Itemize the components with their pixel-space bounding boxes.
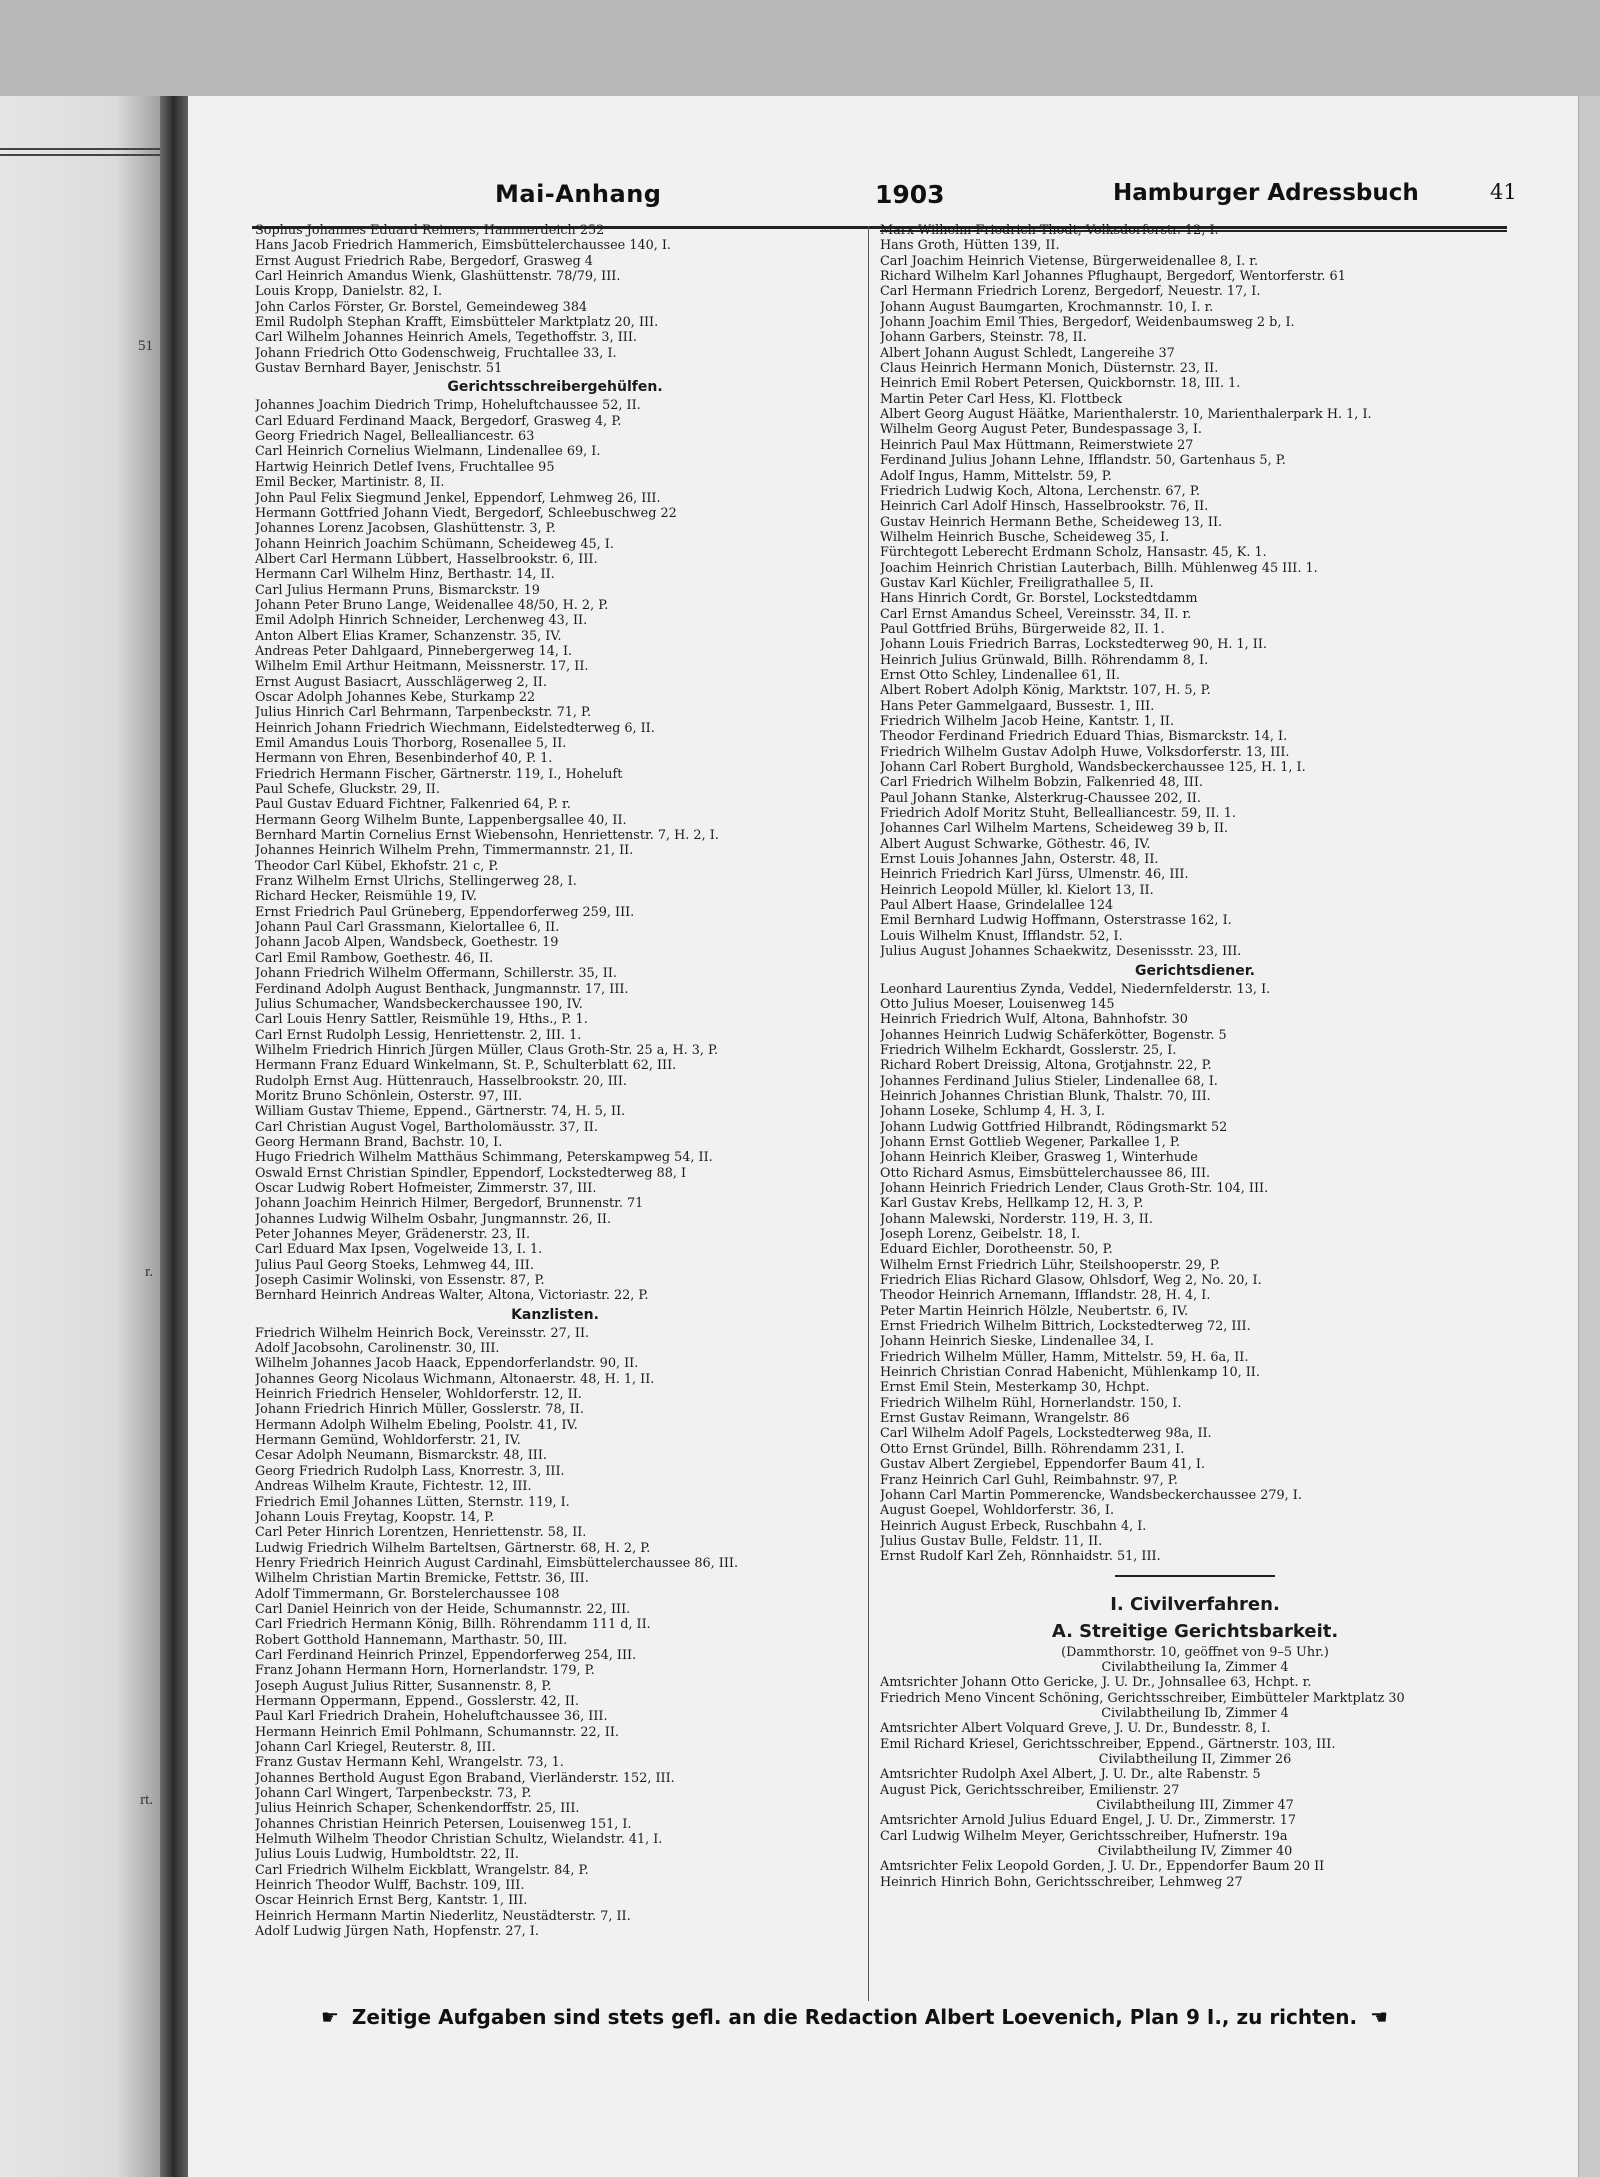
pointing-hand-icon: ☛ <box>1370 2005 1388 2029</box>
section-title-civilverfahren: I. Civilverfahren. <box>1110 1593 1280 1615</box>
directory-entry: Leonhard Laurentius Zynda, Veddel, Niedernfelderstr. 13, I. <box>880 981 1271 997</box>
directory-entry: Johann Heinrich Friedrich Lender, Claus Groth-Str. 104, III. <box>880 1180 1269 1196</box>
directory-entry: Carl Louis Henry Sattler, Reismühle 19, Hths., P. 1. <box>255 1012 588 1028</box>
directory-entry: Albert Johann August Schledt, Langereihe 37 <box>880 345 1175 361</box>
right-column <box>880 223 1510 1890</box>
directory-entry: Friedrich Elias Richard Glasow, Ohlsdorf, Weg 2, No. 20, I. <box>880 1273 1262 1289</box>
directory-entry: Heinrich Johann Friedrich Wiechmann, Eidelstedterweg 6, II. <box>255 720 655 736</box>
header-book-title: Hamburger Adressbuch <box>1113 180 1419 206</box>
directory-entry: Heinrich Friedrich Karl Jürss, Ulmenstr. 46, III. <box>880 867 1189 883</box>
directory-entry: Carl Christian August Vogel, Bartholomäusstr. 37, II. <box>255 1119 598 1135</box>
court-division-heading: Civilabtheilung III, Zimmer 47 <box>1096 1798 1294 1813</box>
left-column <box>255 223 855 1939</box>
court-official-entry: Amtsrichter Rudolph Axel Albert, J. U. Dr., alte Rabenstr. 5 <box>880 1767 1261 1783</box>
directory-entry: Eduard Eichler, Dorotheenstr. 50, P. <box>880 1242 1113 1258</box>
directory-entry: Friedrich Wilhelm Jacob Heine, Kantstr. 1, II. <box>880 714 1175 729</box>
directory-entry: Ernst Rudolf Karl Zeh, Rönnhaidstr. 51, III. <box>880 1549 1161 1565</box>
directory-entry: Louis Wilhelm Knust, Ifflandstr. 52, I. <box>880 928 1123 944</box>
directory-entry: Moritz Bruno Schönlein, Osterstr. 97, III. <box>255 1088 523 1104</box>
directory-entry: August Goepel, Wohldorferstr. 36, I. <box>880 1503 1115 1519</box>
directory-entry: Carl Friedrich Wilhelm Bobzin, Falkenried 48, III. <box>880 775 1203 791</box>
directory-entry: Hans Hinrich Cordt, Gr. Borstel, Lockstedtdamm <box>880 591 1198 607</box>
directory-entry: Johann Louis Freytag, Koopstr. 14, P. <box>255 1509 495 1525</box>
court-division-heading: Civilabtheilung II, Zimmer 26 <box>1098 1751 1292 1767</box>
directory-entry: Louis Kropp, Danielstr. 82, I. <box>255 284 443 300</box>
directory-entry: Emil Adolph Hinrich Schneider, Lerchenweg 43, II. <box>255 613 588 629</box>
directory-entry: Gustav Bernhard Bayer, Jenischstr. 51 <box>255 361 503 377</box>
directory-entry: Emil Rudolph Stephan Krafft, Eimsbütteler Marktplatz 20, III. <box>255 315 659 331</box>
directory-entry: Adolf Ludwig Jürgen Nath, Hopfenstr. 27, I. <box>255 1924 539 1940</box>
directory-entry: Johann August Baumgarten, Krochmannstr. 10, I. r. <box>880 299 1214 315</box>
right-section-list <box>880 982 1510 1565</box>
directory-entry: Johann Paul Carl Grassmann, Kielortallee 6, II. <box>255 920 560 936</box>
directory-entry: Rudolph Ernst Aug. Hüttenrauch, Hasselbrookstr. 20, III. <box>255 1073 627 1089</box>
footer-notice <box>315 2005 1495 2035</box>
court-official-entry: Carl Ludwig Wilhelm Meyer, Gerichtsschreiber, Hufnerstr. 19a <box>880 1828 1288 1844</box>
directory-entry: Gustav Karl Küchler, Freiligrathallee 5, II. <box>880 575 1154 591</box>
directory-entry: Marx Wilhelm Friedrich Thodt, Volksdorferstr. 12, I. <box>880 223 1219 238</box>
directory-entry: Albert Robert Adolph König, Marktstr. 107, H. 5, P. <box>880 683 1211 699</box>
directory-entry: Friedrich Wilhelm Heinrich Bock, Vereinsstr. 27, II. <box>255 1325 590 1341</box>
directory-entry: Friedrich Wilhelm Rühl, Hornerlandstr. 150, I. <box>880 1395 1182 1411</box>
directory-entry: Hermann Carl Wilhelm Hinz, Berthastr. 14, II. <box>255 567 555 583</box>
directory-entry: Heinrich August Erbeck, Ruschbahn 4, I. <box>880 1518 1147 1534</box>
book-gutter <box>160 96 190 2177</box>
directory-entry: Johann Carl Wingert, Tarpenbeckstr. 73, P. <box>255 1786 532 1802</box>
directory-entry: Carl Emil Rambow, Goethestr. 46, II. <box>255 950 494 966</box>
court-official-entry: Heinrich Hinrich Bohn, Gerichtsschreiber, Lehmweg 27 <box>880 1874 1243 1890</box>
directory-entry: Johann Garbers, Steinstr. 78, II. <box>880 330 1087 346</box>
section-title-streitige-gerichtsbarkeit: A. Streitige Gerichtsbarkeit. <box>1051 1620 1339 1642</box>
directory-entry: Gustav Albert Zergiebel, Eppendorfer Baum 41, I. <box>880 1457 1206 1473</box>
directory-entry: Julius Gustav Bulle, Feldstr. 11, II. <box>880 1533 1103 1549</box>
directory-entry: Franz Heinrich Carl Guhl, Reimbahnstr. 97, P. <box>880 1472 1178 1488</box>
directory-entry: Friedrich Emil Johannes Lütten, Sternstr. 119, I. <box>255 1494 570 1510</box>
directory-entry: Fürchtegott Leberecht Erdmann Scholz, Hansastr. 45, K. 1. <box>880 545 1267 561</box>
directory-entry: Robert Gotthold Hannemann, Marthastr. 50, III. <box>255 1632 568 1648</box>
section-divider <box>1115 1575 1275 1577</box>
directory-entry: Johann Heinrich Sieske, Lindenallee 34, I. <box>880 1334 1154 1350</box>
directory-entry: Carl Heinrich Cornelius Wielmann, Lindenallee 69, I. <box>255 444 601 460</box>
directory-entry: Johannes Joachim Diedrich Trimp, Hoheluftchaussee 52, II. <box>255 398 641 414</box>
directory-entry: Emil Bernhard Ludwig Hoffmann, Osterstrasse 162, I. <box>880 913 1232 929</box>
directory-entry: Johann Loseke, Schlump 4, H. 3, I. <box>880 1104 1105 1120</box>
directory-entry: Heinrich Leopold Müller, kl. Kielort 13, II. <box>880 882 1154 898</box>
directory-entry: Ernst August Friedrich Rabe, Bergedorf, Grasweg 4 <box>255 253 593 269</box>
court-official-entry: Amtsrichter Felix Leopold Gorden, J. U. Dr., Eppendorfer Baum 20 II <box>880 1859 1325 1875</box>
directory-entry: Hermann von Ehren, Besenbinderhof 40, P. 1. <box>255 751 553 767</box>
court-official-entry: Amtsrichter Albert Volquard Greve, J. U. Dr., Bundesstr. 8, I. <box>880 1721 1271 1737</box>
directory-entry: Johann Friedrich Otto Godenschweig, Fruchtallee 33, I. <box>255 345 617 361</box>
directory-entry: Martin Peter Carl Hess, Kl. Flottbeck <box>880 391 1123 407</box>
directory-entry: Andreas Wilhelm Kraute, Fichtestr. 12, III. <box>255 1479 532 1495</box>
directory-entry: Friedrich Wilhelm Gustav Adolph Huwe, Volksdorferstr. 13, III. <box>880 744 1290 760</box>
section-title-gerichtsdiener: Gerichtsdiener. <box>1135 962 1255 979</box>
directory-entry: Hartwig Heinrich Detlef Ivens, Fruchtallee 95 <box>255 459 555 475</box>
court-official-entry: August Pick, Gerichtsschreiber, Emilienstr. 27 <box>880 1782 1180 1798</box>
left-page-rule <box>0 148 160 150</box>
office-hours-note: (Dammthorstr. 10, geöffnet von 9–5 Uhr.) <box>1061 1644 1329 1660</box>
directory-entry: Wilhelm Ernst Friedrich Lühr, Steilshooperstr. 29, P. <box>880 1257 1220 1273</box>
directory-entry: Paul Karl Friedrich Drahein, Hoheluftchaussee 36, III. <box>255 1709 608 1725</box>
directory-entry: Friedrich Adolf Moritz Stuht, Bellealliancestr. 59, II. 1. <box>880 806 1236 822</box>
directory-entry: Johannes Ludwig Wilhelm Osbahr, Jungmannstr. 26, II. <box>255 1211 612 1227</box>
directory-entry: Ernst Friedrich Paul Grüneberg, Eppendorferweg 259, III. <box>255 904 635 920</box>
directory-entry: Johann Friedrich Hinrich Müller, Gosslerstr. 78, II. <box>255 1402 584 1418</box>
directory-entry: Carl Ernst Rudolph Lessig, Henriettenstr. 2, III. 1. <box>255 1027 582 1043</box>
directory-entry: Carl Ernst Amandus Scheel, Vereinsstr. 34, II. r. <box>880 606 1192 622</box>
directory-entry: Johannes Christian Heinrich Petersen, Louisenweg 151, I. <box>255 1816 632 1832</box>
directory-entry: Johann Louis Friedrich Barras, Lockstedterweg 90, H. 1, II. <box>880 637 1267 653</box>
court-official-entry: Amtsrichter Arnold Julius Eduard Engel, J. U. Dr., Zimmerstr. 17 <box>880 1813 1297 1829</box>
right-top-list <box>880 223 1510 960</box>
court-official-entry: Friedrich Meno Vincent Schöning, Gerichtsschreiber, Eimbütteler Marktplatz 30 <box>880 1690 1405 1706</box>
directory-entry: Johann Carl Martin Pommerencke, Wandsbeckerchaussee 279, I. <box>880 1487 1302 1503</box>
directory-entry: Heinrich Carl Adolf Hinsch, Hasselbrookstr. 76, II. <box>880 499 1209 515</box>
directory-entry: Theodor Heinrich Arnemann, Ifflandstr. 28, H. 4, I. <box>880 1288 1211 1304</box>
directory-entry: Joachim Heinrich Christian Lauterbach, Billh. Mühlenweg 45 III. 1. <box>880 560 1318 576</box>
directory-entry: Friedrich Ludwig Koch, Altona, Lerchenstr. 67, P. <box>880 483 1200 499</box>
directory-entry: Emil Becker, Martinistr. 8, II. <box>255 475 445 491</box>
directory-entry: Ernst Friedrich Wilhelm Bittrich, Lockstedterweg 72, III. <box>880 1319 1251 1335</box>
directory-entry: Johann Ernst Gottlieb Wegener, Parkallee 1, P. <box>880 1134 1181 1150</box>
directory-entry: Hugo Friedrich Wilhelm Matthäus Schimmang, Peterskampweg 54, II. <box>255 1150 713 1166</box>
directory-entry: Hans Peter Gammelgaard, Bussestr. 1, III. <box>880 698 1155 714</box>
directory-entry: Julius Louis Ludwig, Humboldtstr. 22, II. <box>255 1847 519 1863</box>
directory-entry: Hermann Gottfried Johann Viedt, Bergedorf, Schleebuschweg 22 <box>255 505 677 521</box>
directory-entry: Karl Gustav Krebs, Hellkamp 12, H. 3, P. <box>880 1196 1144 1212</box>
directory-entry: Adolf Ingus, Hamm, Mittelstr. 59, P. <box>880 468 1112 484</box>
header-year: 1903 <box>875 180 945 209</box>
directory-entry: Johann Joachim Emil Thies, Bergedorf, Weidenbaumsweg 2 b, I. <box>880 315 1295 331</box>
directory-entry: Heinrich Friedrich Henseler, Wohldorferstr. 12, II. <box>255 1387 582 1403</box>
court-division-heading: Civilabtheilung IV, Zimmer 40 <box>1097 1844 1293 1860</box>
directory-entry: Hans Groth, Hütten 139, II. <box>880 238 1060 254</box>
directory-entry: Julius Hinrich Carl Behrmann, Tarpenbeckstr. 71, P. <box>255 705 592 721</box>
directory-entry: Peter Martin Heinrich Hölzle, Neubertstr. 6, IV. <box>880 1303 1189 1319</box>
section-title-gerichtsschreibergehuelfen: Gerichtsschreibergehülfen. <box>447 379 663 396</box>
directory-entry: Friedrich Wilhelm Müller, Hamm, Mittelstr. 59, H. 6a, II. <box>880 1349 1249 1365</box>
section-title-kanzlisten: Kanzlisten. <box>511 1306 599 1323</box>
directory-entry: Henry Friedrich Heinrich August Cardinahl, Eimsbüttelerchaussee 86, III. <box>255 1555 739 1571</box>
directory-entry: Hermann Oppermann, Eppend., Gosslerstr. 42, II. <box>255 1693 580 1709</box>
left-page-edge <box>0 96 165 2177</box>
directory-entry: Heinrich Friedrich Wulf, Altona, Bahnhofstr. 30 <box>880 1012 1188 1028</box>
directory-entry: Joseph Lorenz, Geibelstr. 18, I. <box>880 1227 1081 1242</box>
directory-entry: Carl Peter Hinrich Lorentzen, Henriettenstr. 58, II. <box>255 1525 587 1541</box>
directory-entry: Ernst Otto Schley, Lindenallee 61, II. <box>880 667 1120 683</box>
directory-entry: Johannes Berthold August Egon Braband, Vierländerstr. 152, III. <box>255 1770 675 1786</box>
directory-entry: Johann Malewski, Norderstr. 119, H. 3, II. <box>880 1211 1153 1227</box>
directory-entry: John Carlos Förster, Gr. Borstel, Gemeindeweg 384 <box>255 299 588 315</box>
directory-entry: Carl Daniel Heinrich von der Heide, Schumannstr. 22, III. <box>255 1601 631 1617</box>
directory-entry: John Paul Felix Siegmund Jenkel, Eppendorf, Lehmweg 26, III. <box>255 490 661 506</box>
directory-entry: Wilhelm Friedrich Hinrich Jürgen Müller, Claus Groth-Str. 25 a, H. 3, P. <box>255 1042 719 1058</box>
directory-entry: Johann Joachim Heinrich Hilmer, Bergedorf, Brunnenstr. 71 <box>255 1196 644 1212</box>
directory-entry: Johannes Heinrich Wilhelm Prehn, Timmermannstr. 21, II. <box>255 843 634 859</box>
directory-entry: Carl Friedrich Wilhelm Eickblatt, Wrangelstr. 84, P. <box>255 1862 589 1878</box>
directory-entry: Joseph Casimir Wolinski, von Essenstr. 87, P. <box>255 1273 545 1289</box>
directory-entry: Franz Johann Hermann Horn, Hornerlandstr. 179, P. <box>255 1663 595 1679</box>
directory-entry: Johannes Heinrich Ludwig Schäferkötter, Bogenstr. 5 <box>880 1027 1227 1043</box>
directory-entry: Adolf Timmermann, Gr. Borstelerchaussee 108 <box>255 1586 560 1602</box>
directory-entry: Wilhelm Georg August Peter, Bundespassage 3, I. <box>880 422 1203 438</box>
left-page-fragment: 51 <box>138 338 153 354</box>
directory-entry: Franz Wilhelm Ernst Ulrichs, Stellingerweg 28, I. <box>255 874 577 890</box>
directory-entry: Otto Richard Asmus, Eimsbüttelerchaussee 86, III. <box>880 1165 1211 1181</box>
directory-entry: Albert Carl Hermann Lübbert, Hasselbrookstr. 6, III. <box>255 551 598 567</box>
directory-entry: Helmuth Wilhelm Theodor Christian Schultz, Wielandstr. 41, I. <box>255 1832 663 1848</box>
directory-entry: Johannes Ferdinand Julius Stieler, Lindenallee 68, I. <box>880 1073 1218 1089</box>
directory-entry: Paul Albert Haase, Grindelallee 124 <box>880 898 1114 914</box>
directory-entry: Hermann Gemünd, Wohldorferstr. 21, IV. <box>255 1433 521 1449</box>
directory-entry: Johann Friedrich Wilhelm Offermann, Schillerstr. 35, II. <box>255 966 617 982</box>
court-official-entry: Amtsrichter Johann Otto Gericke, J. U. Dr., Johnsallee 63, Hchpt. r. <box>880 1675 1312 1691</box>
directory-entry: Paul Gustav Eduard Fichtner, Falkenried 64, P. r. <box>255 797 571 813</box>
directory-entry: Hermann Heinrich Emil Pohlmann, Schumannstr. 22, II. <box>255 1724 619 1740</box>
directory-entry: Julius Heinrich Schaper, Schenkendorffstr. 25, III. <box>255 1801 580 1817</box>
page-header <box>305 180 1525 222</box>
directory-entry: Johann Ludwig Gottfried Hilbrandt, Rödingsmarkt 52 <box>880 1119 1228 1135</box>
directory-entry: Wilhelm Christian Martin Bremicke, Fettstr. 36, III. <box>255 1571 589 1587</box>
directory-entry: Johann Peter Bruno Lange, Weidenallee 48/50, H. 2, P. <box>255 597 609 613</box>
directory-entry: Anton Albert Elias Kramer, Schanzenstr. 35, IV. <box>255 628 562 644</box>
directory-entry: Hans Jacob Friedrich Hammerich, Eimsbüttelerchaussee 140, I. <box>255 238 672 254</box>
directory-entry: Friedrich Wilhelm Eckhardt, Gosslerstr. 25, I. <box>880 1042 1177 1058</box>
directory-entry: Heinrich Johannes Christian Blunk, Thalstr. 70, III. <box>880 1088 1211 1104</box>
left-page-fragment: r. <box>145 1264 153 1280</box>
directory-entry: Richard Hecker, Reismühle 19, IV. <box>255 889 477 905</box>
left-section1-list <box>255 398 855 1303</box>
page-edge <box>1578 96 1600 2177</box>
directory-entry: Ludwig Friedrich Wilhelm Barteltsen, Gärtnerstr. 68, H. 2, P. <box>255 1540 651 1556</box>
directory-entry: Heinrich Julius Grünwald, Billh. Röhrendamm 8, I. <box>880 652 1209 668</box>
directory-entry: Oscar Heinrich Ernst Berg, Kantstr. 1, III. <box>255 1893 528 1909</box>
directory-entry: Johann Carl Kriegel, Reuterstr. 8, III. <box>255 1740 496 1755</box>
directory-entry: Richard Wilhelm Karl Johannes Pflughaupt, Bergedorf, Wentorferstr. 61 <box>880 269 1346 285</box>
directory-entry: Carl Joachim Heinrich Vietense, Bürgerweidenallee 8, I. r. <box>880 253 1259 269</box>
directory-entry: Johannes Georg Nicolaus Wichmann, Altonaerstr. 48, H. 1, II. <box>255 1371 655 1387</box>
directory-entry: Ernst August Basiacrt, Ausschlägerweg 2, II. <box>255 674 547 690</box>
court-division-list <box>880 1660 1510 1890</box>
left-page-rule <box>0 154 160 156</box>
left-page-fragment: rt. <box>140 1792 153 1808</box>
directory-entry: Paul Schefe, Gluckstr. 29, II. <box>255 782 440 798</box>
directory-entry: Ernst Gustav Reimann, Wrangelstr. 86 <box>880 1411 1130 1427</box>
directory-entry: Carl Wilhelm Adolf Pagels, Lockstedterweg 98a, II. <box>880 1426 1212 1442</box>
directory-entry: Hermann Adolph Wilhelm Ebeling, Poolstr. 41, IV. <box>255 1417 578 1433</box>
directory-entry: Johann Heinrich Kleiber, Grasweg 1, Winterhude <box>880 1150 1198 1166</box>
directory-entry: Georg Friedrich Rudolph Lass, Knorrestr. 3, III. <box>255 1463 565 1479</box>
directory-entry: Oscar Adolph Johannes Kebe, Sturkamp 22 <box>255 689 536 705</box>
directory-entry: Carl Julius Hermann Pruns, Bismarckstr. 19 <box>255 582 540 598</box>
directory-entry: Carl Hermann Friedrich Lorenz, Bergedorf, Neuestr. 17, I. <box>880 284 1261 300</box>
directory-entry: Wilhelm Johannes Jacob Haack, Eppendorferlandstr. 90, II. <box>255 1356 639 1372</box>
directory-entry: Franz Gustav Hermann Kehl, Wrangelstr. 73, 1. <box>255 1755 564 1771</box>
pointing-hand-icon: ☛ <box>321 2005 339 2029</box>
left-section2-list <box>255 1326 855 1940</box>
directory-entry: Carl Wilhelm Johannes Heinrich Amels, Tegethoffstr. 3, III. <box>255 330 637 346</box>
directory-entry: William Gustav Thieme, Eppend., Gärtnerstr. 74, H. 5, II. <box>255 1104 626 1120</box>
directory-entry: Julius Schumacher, Wandsbeckerchaussee 190, IV. <box>255 996 583 1012</box>
directory-entry: Carl Ferdinand Heinrich Prinzel, Eppendorferweg 254, III. <box>255 1647 637 1663</box>
directory-entry: Heinrich Hermann Martin Niederlitz, Neustädterstr. 7, II. <box>255 1908 631 1924</box>
directory-entry: Hermann Georg Wilhelm Bunte, Lappenbergsallee 40, II. <box>255 812 627 828</box>
directory-entry: Albert August Schwarke, Göthestr. 46, IV. <box>880 836 1151 852</box>
directory-entry: Heinrich Theodor Wulff, Bachstr. 109, III. <box>255 1878 525 1894</box>
directory-entry: Ferdinand Julius Johann Lehne, Ifflandstr. 50, Gartenhaus 5, P. <box>880 453 1286 469</box>
directory-entry: Paul Gottfried Brühs, Bürgerweide 82, II. 1. <box>880 621 1165 637</box>
directory-entry: Carl Eduard Max Ipsen, Vogelweide 13, I. 1. <box>255 1242 543 1258</box>
directory-entry: Oswald Ernst Christian Spindler, Eppendorf, Lockstedterweg 88, I <box>255 1165 687 1181</box>
directory-entry: Gustav Heinrich Hermann Bethe, Scheideweg 13, II. <box>880 514 1223 530</box>
directory-entry: Sophus Johannes Eduard Reimers, Hammerdeich 252 <box>255 223 605 238</box>
directory-entry: Peter Johannes Meyer, Grädenerstr. 23, II. <box>255 1227 531 1242</box>
directory-entry: Oscar Ludwig Robert Hofmeister, Zimmerstr. 37, III. <box>255 1180 597 1196</box>
directory-entry: Johann Heinrich Joachim Schümann, Scheideweg 45, I. <box>255 536 614 552</box>
court-official-entry: Emil Richard Kriesel, Gerichtsschreiber, Eppend., Gärtnerstr. 103, III. <box>880 1736 1336 1752</box>
directory-entry: Johann Carl Robert Burghold, Wandsbeckerchaussee 125, H. 1, I. <box>880 760 1306 776</box>
directory-entry: Ernst Louis Johannes Jahn, Osterstr. 48, II. <box>880 852 1159 868</box>
directory-entry: Adolf Jacobsohn, Carolinenstr. 30, III. <box>255 1341 500 1357</box>
court-division-heading: Civilabtheilung Ib, Zimmer 4 <box>1101 1705 1289 1721</box>
directory-entry: Heinrich Christian Conrad Habenicht, Mühlenkamp 10, II. <box>880 1365 1260 1381</box>
directory-entry: Emil Amandus Louis Thorborg, Rosenallee 5, II. <box>255 736 567 751</box>
directory-entry: Cesar Adolph Neumann, Bismarckstr. 48, III. <box>255 1448 547 1464</box>
directory-entry: Otto Julius Moeser, Louisenweg 145 <box>880 996 1115 1012</box>
page-number: 41 <box>1490 180 1517 204</box>
directory-entry: Albert Georg August Häätke, Marienthalerstr. 10, Marienthalerpark H. 1, I. <box>880 407 1372 423</box>
directory-entry: Andreas Peter Dahlgaard, Pinnebergerweg 14, I. <box>255 643 573 659</box>
footer-text: Zeitige Aufgaben sind stets gefl. an die Redaction Albert Loevenich, Plan 9 I., zu richten. <box>351 2005 1358 2029</box>
directory-entry: Heinrich Paul Max Hüttmann, Reimerstwiete 27 <box>880 437 1194 453</box>
directory-entry: Carl Heinrich Amandus Wienk, Glashüttenstr. 78/79, III. <box>255 269 621 285</box>
directory-entry: Carl Eduard Ferdinand Maack, Bergedorf, Grasweg 4, P. <box>255 413 622 429</box>
directory-entry: Paul Johann Stanke, Alsterkrug-Chaussee 202, II. <box>880 790 1201 806</box>
directory-entry: Ferdinand Adolph August Benthack, Jungmannstr. 17, III. <box>255 981 629 997</box>
directory-entry: Joseph August Julius Ritter, Susannenstr. 8, P. <box>255 1678 552 1694</box>
directory-entry: Julius Paul Georg Stoeks, Lehmweg 44, III. <box>255 1257 534 1273</box>
court-division-heading: Civilabtheilung Ia, Zimmer 4 <box>1101 1659 1289 1675</box>
directory-entry: Johann Jacob Alpen, Wandsbeck, Goethestr. 19 <box>255 935 559 951</box>
directory-entry: Johannes Lorenz Jacobsen, Glashüttenstr. 3, P. <box>255 521 556 537</box>
directory-entry: Theodor Ferdinand Friedrich Eduard Thias, Bismarckstr. 14, I. <box>880 729 1288 745</box>
directory-entry: Otto Ernst Gründel, Billh. Röhrendamm 231, I. <box>880 1441 1185 1457</box>
directory-entry: Ernst Emil Stein, Mesterkamp 30, Hchpt. <box>880 1380 1150 1396</box>
column-divider <box>868 226 869 2001</box>
directory-entry: Heinrich Emil Robert Petersen, Quickbornstr. 18, III. 1. <box>880 376 1241 392</box>
directory-entry: Theodor Carl Kübel, Ekhofstr. 21 c, P. <box>255 858 499 874</box>
left-top-list <box>255 223 855 376</box>
directory-entry: Bernhard Heinrich Andreas Walter, Altona, Victoriastr. 22, P. <box>255 1288 649 1304</box>
directory-entry: Hermann Franz Eduard Winkelmann, St. P., Schulterblatt 62, III. <box>255 1058 677 1074</box>
directory-entry: Wilhelm Emil Arthur Heitmann, Meissnerstr. 17, II. <box>255 659 589 675</box>
header-section-title: Mai-Anhang <box>495 180 662 208</box>
directory-entry: Johannes Carl Wilhelm Martens, Scheideweg 39 b, II. <box>880 821 1229 837</box>
directory-entry: Bernhard Martin Cornelius Ernst Wiebensohn, Henriettenstr. 7, H. 2, I. <box>255 828 719 844</box>
directory-entry: Claus Heinrich Hermann Monich, Düsternstr. 23, II. <box>880 361 1219 377</box>
directory-entry: Georg Hermann Brand, Bachstr. 10, I. <box>255 1134 503 1150</box>
directory-entry: Carl Friedrich Hermann König, Billh. Röhrendamm 111 d, II. <box>255 1617 651 1633</box>
directory-entry: Richard Robert Dreissig, Altona, Grotjahnstr. 22, P. <box>880 1058 1212 1074</box>
directory-entry: Julius August Johannes Schaekwitz, Desenissstr. 23, III. <box>880 944 1242 960</box>
directory-entry: Friedrich Hermann Fischer, Gärtnerstr. 119, I., Hoheluft <box>255 766 623 782</box>
directory-entry: Wilhelm Heinrich Busche, Scheideweg 35, I. <box>880 529 1170 545</box>
directory-entry: Georg Friedrich Nagel, Bellealliancestr. 63 <box>255 429 535 445</box>
